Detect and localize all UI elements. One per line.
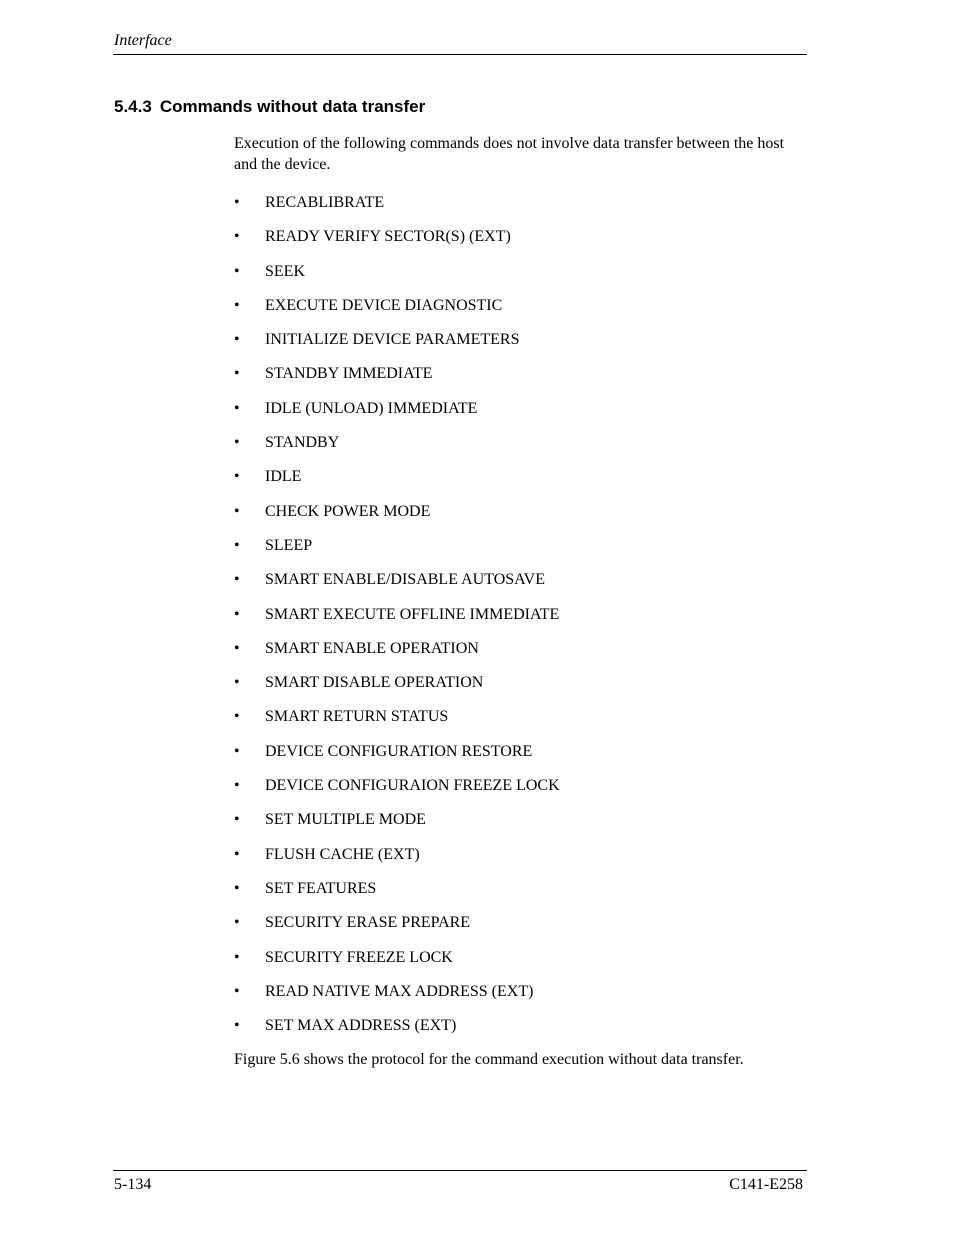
- bullet-glyph: •: [234, 639, 240, 657]
- command-list-item: [234, 1015, 560, 1049]
- command-name: STANDBY IMMEDIATE: [265, 365, 433, 383]
- section-title: Commands without data transfer: [159, 97, 426, 116]
- command-list-item: [234, 912, 560, 946]
- command-list-item: [234, 981, 560, 1015]
- command-name: READY VERIFY SECTOR(S) (EXT): [265, 228, 511, 246]
- bullet-glyph: •: [234, 468, 240, 486]
- bullet-glyph: •: [234, 845, 240, 863]
- command-name: INITIALIZE DEVICE PARAMETERS: [265, 331, 520, 349]
- bullet-glyph: •: [234, 982, 240, 1000]
- command-list-item: [234, 706, 560, 740]
- bullet-glyph: •: [234, 1017, 240, 1035]
- running-header: Interface: [114, 32, 172, 49]
- command-list-item: [234, 432, 560, 466]
- command-name: READ NATIVE MAX ADDRESS (EXT): [265, 982, 534, 1000]
- command-name: SET FEATURES: [265, 879, 377, 897]
- command-list-item: [234, 398, 560, 432]
- bullet-glyph: •: [234, 262, 240, 280]
- bullet-glyph: •: [234, 914, 240, 932]
- page-number: 5-134: [114, 1176, 152, 1193]
- command-list-item: [234, 947, 560, 981]
- command-list-item: [234, 192, 560, 226]
- footer-rule: [113, 1170, 807, 1171]
- bullet-glyph: •: [234, 331, 240, 349]
- command-name: EXECUTE DEVICE DIAGNOSTIC: [265, 296, 503, 314]
- bullet-glyph: •: [234, 502, 240, 520]
- bullet-glyph: •: [234, 434, 240, 452]
- command-name: SEEK: [265, 262, 305, 280]
- command-list: [234, 192, 560, 1049]
- command-name: STANDBY: [265, 434, 340, 452]
- bullet-glyph: •: [234, 879, 240, 897]
- command-name: SECURITY ERASE PREPARE: [265, 914, 471, 932]
- bullet-glyph: •: [234, 605, 240, 623]
- section-heading: [114, 97, 425, 117]
- command-name: CHECK POWER MODE: [265, 502, 431, 520]
- command-list-item: [234, 501, 560, 535]
- command-name: SET MAX ADDRESS (EXT): [265, 1017, 457, 1035]
- command-list-item: [234, 672, 560, 706]
- command-name: SLEEP: [265, 536, 313, 554]
- bullet-glyph: •: [234, 228, 240, 246]
- header-rule: [113, 54, 807, 55]
- command-name: SMART RETURN STATUS: [265, 708, 449, 726]
- command-name: RECABLIBRATE: [265, 194, 385, 211]
- bullet-glyph: •: [234, 777, 240, 795]
- closing-paragraph: Figure 5.6 shows the protocol for the command execution without data transfer.: [234, 1051, 744, 1068]
- command-name: SMART ENABLE/DISABLE AUTOSAVE: [265, 571, 545, 589]
- bullet-glyph: •: [234, 296, 240, 314]
- bullet-glyph: •: [234, 536, 240, 554]
- command-list-item: [234, 226, 560, 260]
- command-list-item: [234, 878, 560, 912]
- command-list-item: [234, 535, 560, 569]
- command-name: DEVICE CONFIGURATION RESTORE: [265, 742, 533, 760]
- bullet-glyph: •: [234, 399, 240, 417]
- command-name: SMART ENABLE OPERATION: [265, 639, 479, 657]
- bullet-glyph: •: [234, 571, 240, 589]
- bullet-glyph: •: [234, 948, 240, 966]
- command-name: SET MULTIPLE MODE: [265, 811, 426, 829]
- command-list-item: [234, 741, 560, 775]
- command-name: FLUSH CACHE (EXT): [265, 845, 420, 863]
- intro-paragraph: Execution of the following commands does not involve data transfer between the host and the device.: [234, 135, 785, 173]
- command-list-item: [234, 569, 560, 603]
- bullet-glyph: •: [234, 742, 240, 760]
- command-list-item: [234, 295, 560, 329]
- command-list-item: [234, 363, 560, 397]
- command-list-item: [234, 775, 560, 809]
- command-name: SECURITY FREEZE LOCK: [265, 948, 453, 966]
- document-id: C141-E258: [729, 1176, 803, 1193]
- command-list-item: [234, 809, 560, 843]
- command-list-item: [234, 604, 560, 638]
- command-list-item: [234, 329, 560, 363]
- command-name: IDLE (UNLOAD) IMMEDIATE: [265, 399, 478, 417]
- command-list-item: [234, 638, 560, 672]
- section-number: 5.4.3: [114, 97, 152, 116]
- command-list-item: [234, 844, 560, 878]
- command-list-item: [234, 261, 560, 295]
- command-name: DEVICE CONFIGURAION FREEZE LOCK: [265, 777, 560, 795]
- bullet-glyph: •: [234, 708, 240, 726]
- bullet-glyph: •: [234, 674, 240, 692]
- command-list-item: [234, 466, 560, 500]
- bullet-glyph: •: [234, 365, 240, 383]
- bullet-glyph: •: [234, 194, 240, 211]
- command-name: SMART DISABLE OPERATION: [265, 674, 484, 692]
- command-name: SMART EXECUTE OFFLINE IMMEDIATE: [265, 605, 560, 623]
- command-name: IDLE: [265, 468, 302, 486]
- bullet-glyph: •: [234, 811, 240, 829]
